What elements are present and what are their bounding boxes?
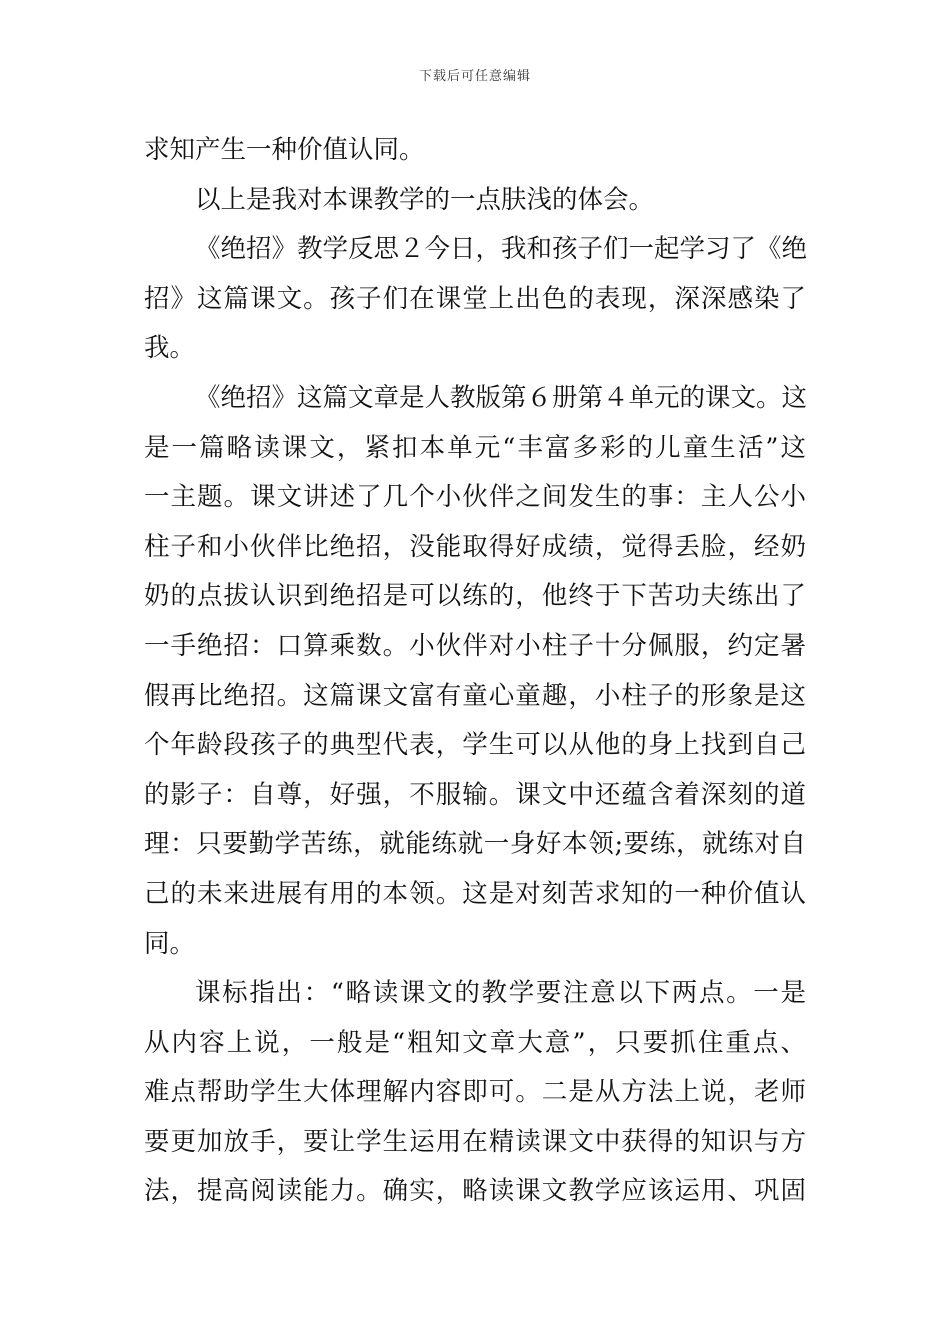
text-line: 的影子：自尊，好强，不服输。课文中还蕴含着深刻的道 [144,779,806,810]
text-line: 以上是我对本课教学的一点肤浅的体会。 [195,184,655,215]
text-line: 招》这篇课文。孩子们在课堂上出色的表现，深深感染了 [144,283,806,314]
text-line: 假再比绝招。这篇课文富有童心童趣，小柱子的形象是这 [144,680,806,711]
text-line: 要更加放手，要让学生运用在精读课文中获得的知识与方 [144,1126,806,1157]
text-line: 己的未来进展有用的本领。这是对刻苦求知的一种价值认 [144,878,806,909]
text-line: 求知产生一种价值认同。 [144,135,425,165]
text-line: 《绝招》这篇文章是人教版第６册第４单元的课文。这 [195,382,808,413]
text-line: 柱子和小伙伴比绝招，没能取得好成绩，觉得丢脸，经奶 [144,531,806,562]
text-line: 《绝招》教学反思２今日，我和孩子们一起学习了《绝 [195,234,808,265]
paragraph-5 [144,969,806,1217]
page-header: 下载后可任意编辑 [418,69,531,84]
text-line: 从内容上说，一般是“粗知文章大意”，只要抓住重点、 [144,1027,806,1058]
text-line: 难点帮助学生大体理解内容即可。二是从方法上说，老师 [144,1077,806,1108]
paragraph-2 [144,176,806,226]
document-body [144,126,806,1217]
text-line: 一主题。课文讲述了几个小伙伴之间发生的事：主人公小 [144,482,806,513]
text-line: 是一篇略读课文，紧扣本单元“丰富多彩的儿童生活”这 [144,432,806,463]
text-line: 课标指出：“略读课文的教学要注意以下两点。一是 [195,978,806,1009]
text-line: 法，提高阅读能力。确实，略读课文教学应该运用、巩固 [144,1176,806,1207]
paragraph-4 [144,374,806,969]
text-line: 理：只要勤学苦练，就能练就一身好本领;要练，就练对自 [144,829,806,860]
paragraph-1 [144,126,806,176]
paragraph-3 [144,225,806,374]
text-line: 奶的点拔认识到绝招是可以练的，他终于下苦功夫练出了 [144,581,806,612]
text-line: 我。 [144,333,196,364]
text-line: 一手绝招：口算乘数。小伙伴对小柱子十分佩服，约定暑 [144,630,806,661]
text-line: 同。 [144,928,196,959]
text-line: 个年龄段孩子的典型代表，学生可以从他的身上找到自己 [144,730,806,761]
